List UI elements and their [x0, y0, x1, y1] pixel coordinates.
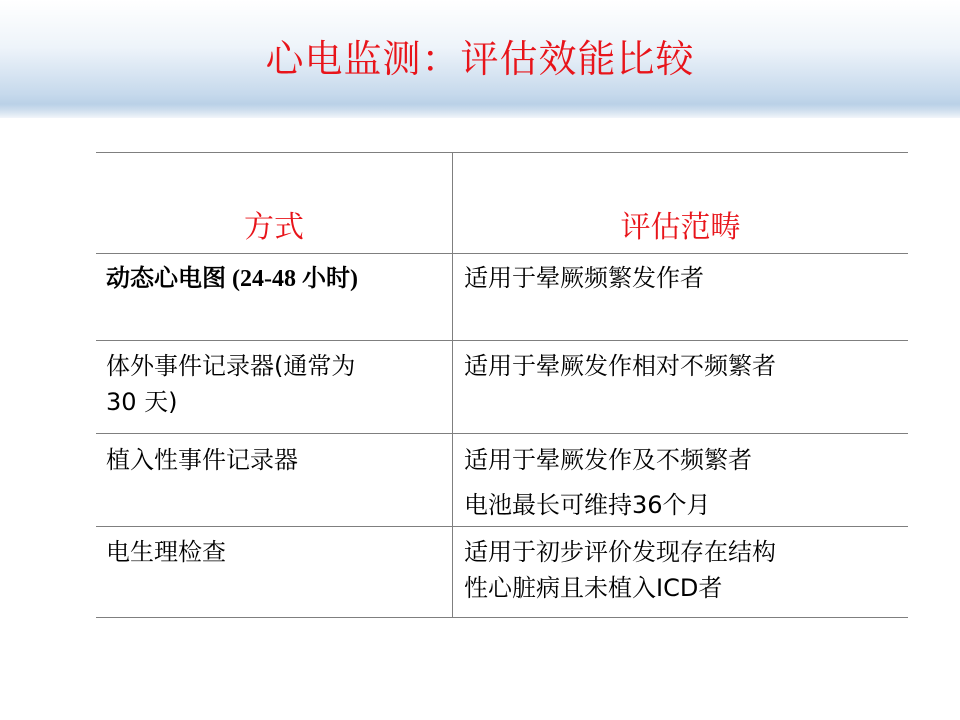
- table-cell-method: [106, 260, 358, 297]
- table-cell-scope: [464, 534, 776, 606]
- table-top-rule: [96, 152, 908, 153]
- cell-line: 性心脏病且未植入ICD者: [464, 574, 723, 602]
- cell-line: 电池最长可维持36个月: [464, 491, 711, 519]
- comparison-table: [96, 152, 908, 618]
- table-header-rule: [96, 253, 908, 254]
- cell-line: 适用于初步评价发现存在结构: [464, 538, 776, 566]
- cell-line: 动态心电图 (24-48 小时): [106, 266, 358, 292]
- cell-line: 适用于晕厥发作相对不频繁者: [464, 352, 776, 380]
- table-bottom-rule: [96, 617, 908, 618]
- table-cell-scope: [464, 260, 704, 296]
- cell-line: 体外事件记录器(通常为: [106, 352, 356, 380]
- cell-line: 植入性事件记录器: [106, 446, 298, 474]
- table-cell-method: [106, 534, 226, 570]
- table-cell-scope: [464, 348, 776, 384]
- cell-line: 电生理检查: [106, 538, 226, 566]
- table-row-rule: [96, 526, 908, 527]
- table-cell-scope: [464, 442, 752, 523]
- column-header-scope: 评估范畴: [620, 210, 741, 245]
- cell-line: 适用于晕厥频繁发作者: [464, 264, 704, 292]
- slide-title: 心电监测：评估效能比较: [265, 37, 695, 81]
- table-row-rule: [96, 340, 908, 341]
- table-row-rule: [96, 433, 908, 434]
- cell-line: 30 天): [106, 388, 178, 416]
- column-header-method: 方式: [244, 210, 304, 245]
- table-cell-method: [106, 348, 355, 420]
- table-cell-method: [106, 442, 298, 478]
- cell-line: 适用于晕厥发作及不频繁者: [464, 446, 752, 474]
